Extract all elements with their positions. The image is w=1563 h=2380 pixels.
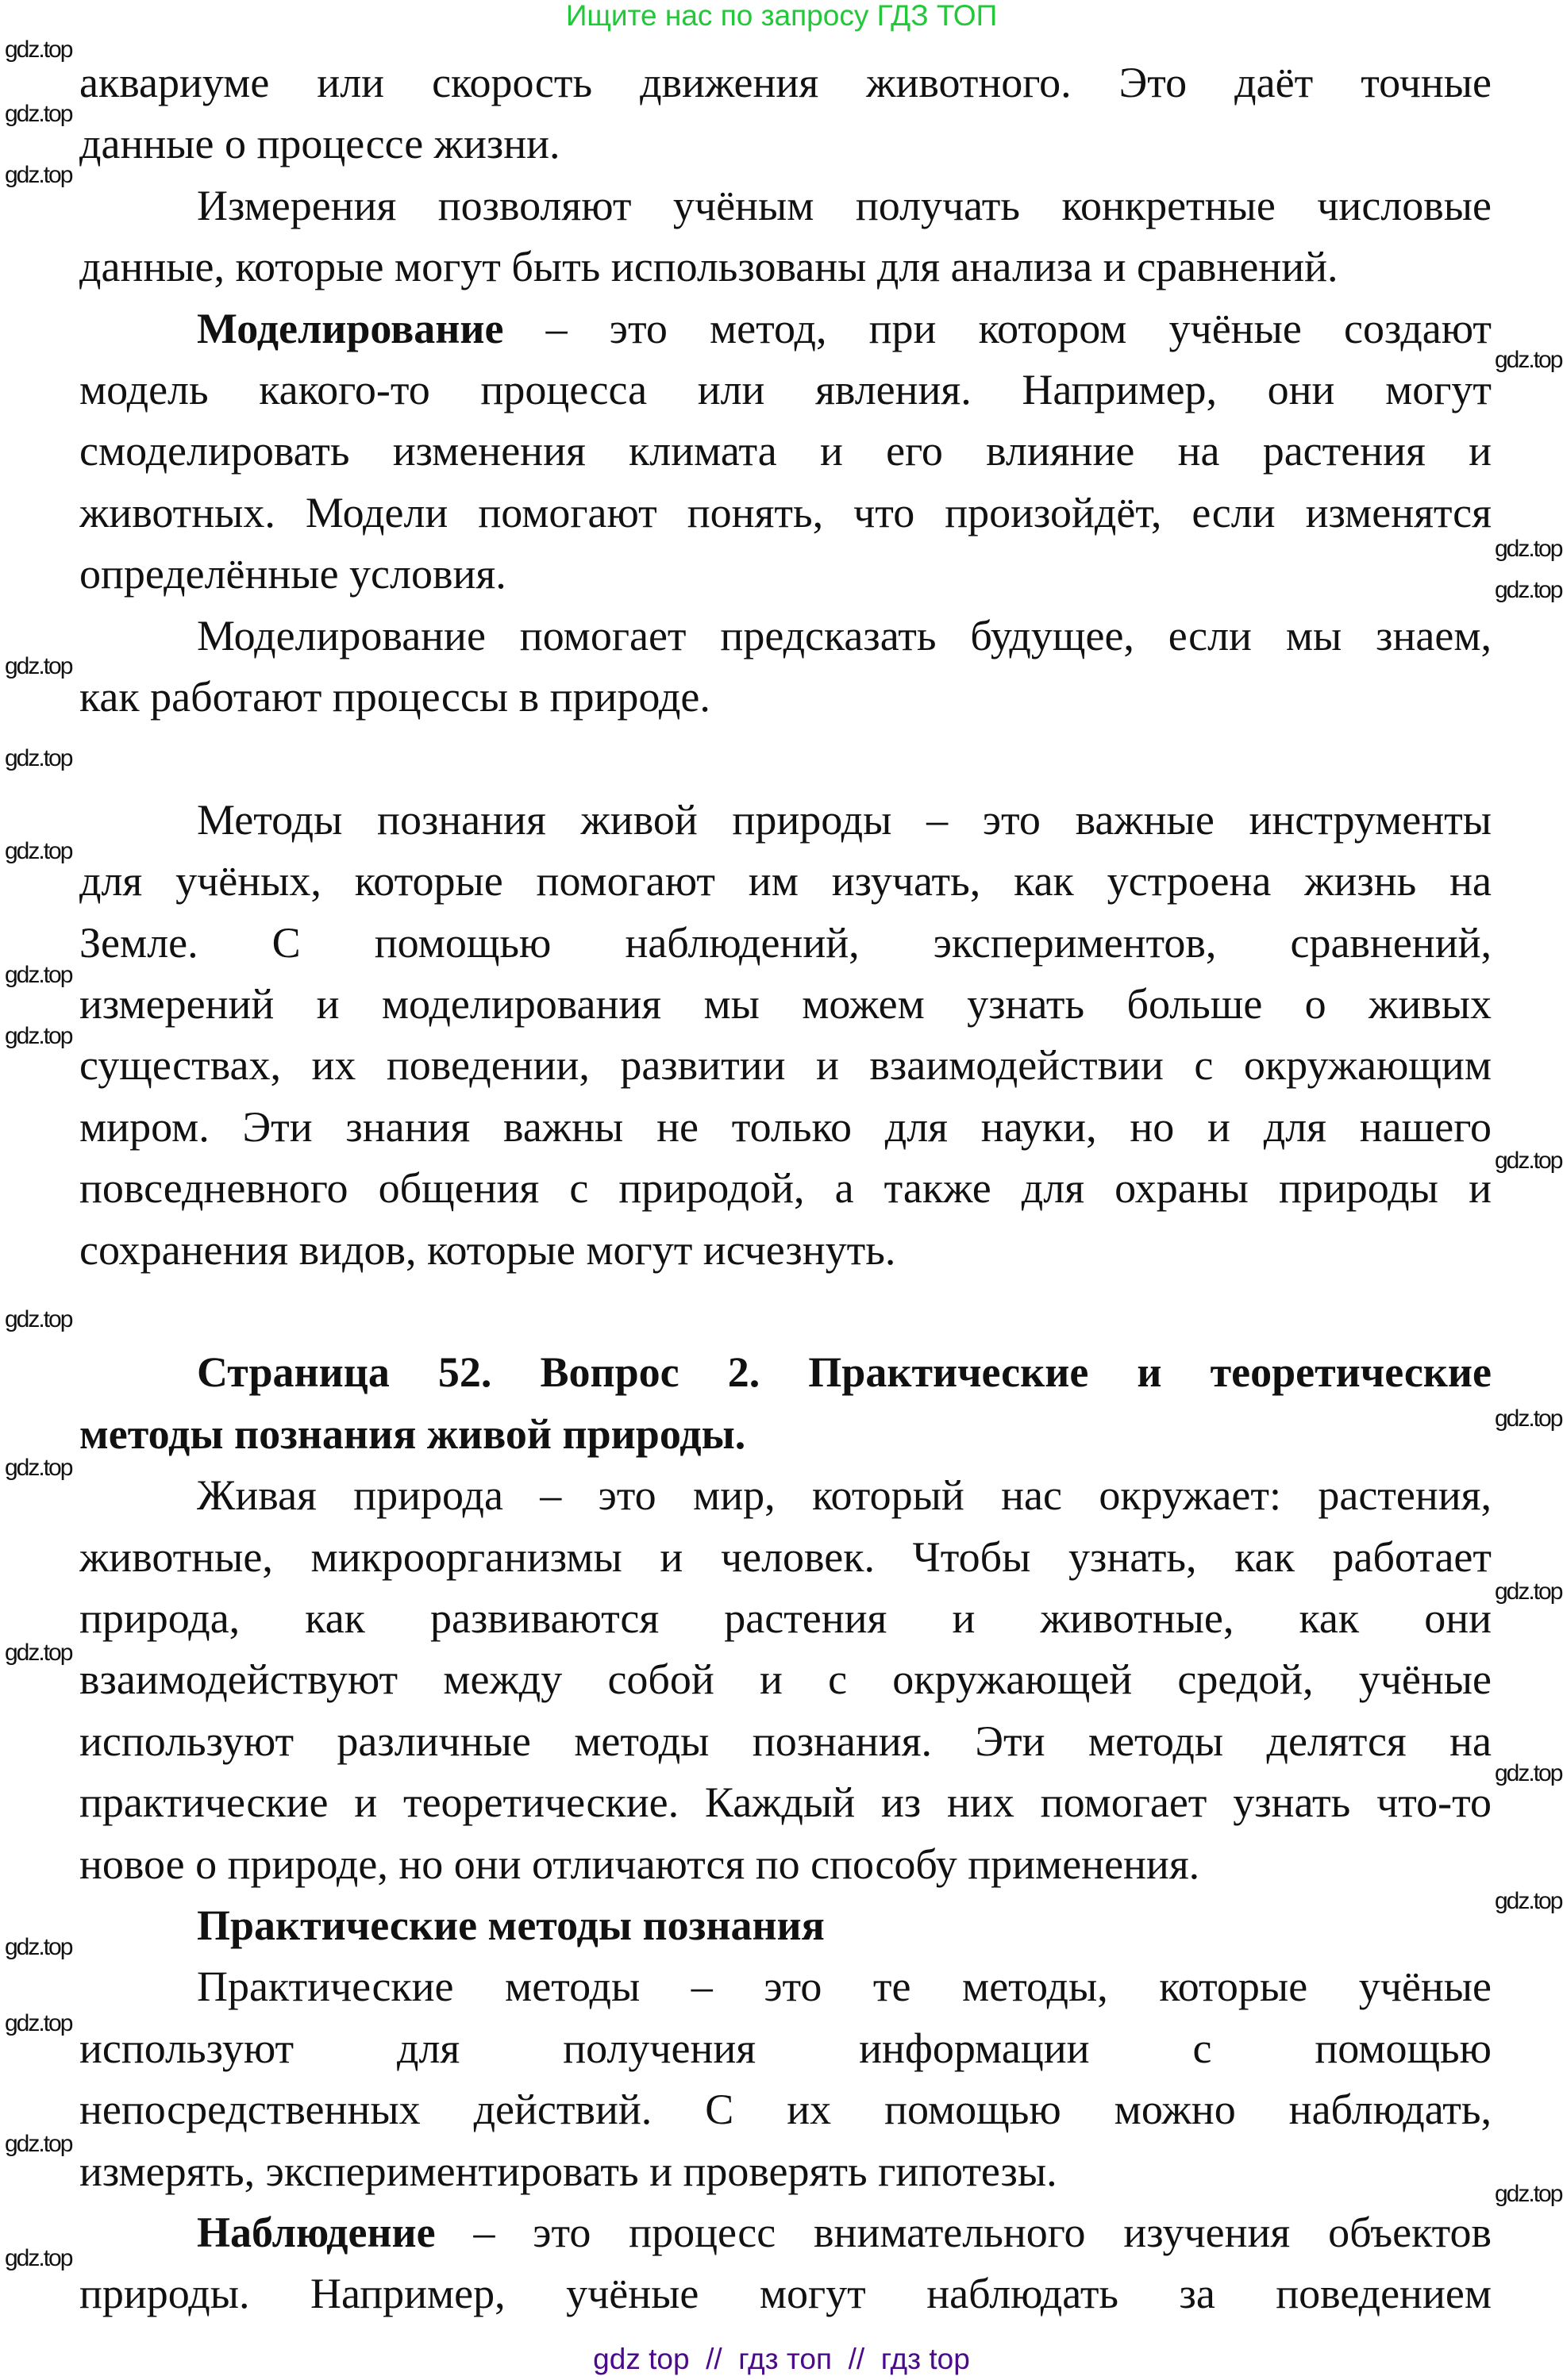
line-text: природа, как развиваются растения и животные, как они — [79, 1594, 1492, 1642]
watermark-text: gdz.top — [5, 1639, 72, 1666]
footer-banner[interactable]: gdz top // гдз топ // гдз top — [593, 2343, 970, 2375]
text-line — [79, 1097, 1492, 1158]
line-text: Земле. С помощью наблюдений, экспериментов, сравнений, — [79, 918, 1492, 967]
line-text: Моделирование помогает предсказать будущее, если мы знаем, — [197, 611, 1492, 659]
heading-line — [197, 1342, 1492, 1403]
watermark-text: gdz.top — [1495, 2181, 1562, 2208]
line-text: практические и теоретические. Каждый из них помогает узнать что-то — [79, 1778, 1492, 1827]
text-line — [79, 2141, 1492, 2202]
term-bold: Наблюдение — [197, 2209, 436, 2256]
text-line — [79, 851, 1492, 912]
text-line — [79, 667, 1492, 728]
watermark-text: gdz.top — [5, 101, 72, 128]
header-banner[interactable]: Ищите нас по запросу ГДЗ ТОП — [565, 0, 998, 32]
heading-line — [79, 1404, 1492, 1465]
text-line — [79, 1527, 1492, 1588]
line-text: миром. Эти знания важны не только для науки, но и для нашего — [79, 1102, 1492, 1151]
watermark-text: gdz.top — [5, 1454, 72, 1481]
text-line — [79, 113, 1492, 175]
line-text: Практические методы – это те методы, которые учёные — [197, 1963, 1492, 2011]
text-line — [79, 2018, 1492, 2079]
line-text: используют для получения информации с помощью — [79, 2024, 1492, 2072]
line-text: измерять, экспериментировать и проверять гипотезы. — [79, 2147, 1057, 2195]
line-text: смоделировать изменения климата и его влияние на растения и — [79, 427, 1492, 475]
watermark-text: gdz.top — [1495, 536, 1562, 563]
line-text: животных. Модели помогают понять, что произойдёт, если изменятся — [79, 488, 1492, 536]
line-text: взаимодействуют между собой и с окружающей средой, учёные — [79, 1655, 1492, 1704]
watermark-text: gdz.top — [1495, 1759, 1562, 1786]
line-text: новое о природе, но они отличаются по способу применения. — [79, 1840, 1200, 1888]
line-text: данные, которые могут быть использованы для анализа и сравнений. — [79, 243, 1338, 291]
line-text: существах, их поведении, развитии и взаимодействии с окружающим — [79, 1041, 1492, 1090]
text-line — [197, 2202, 1492, 2263]
line-text: используют различные методы познания. Эти методы делятся на — [79, 1717, 1492, 1765]
watermark-text: gdz.top — [1495, 1148, 1562, 1175]
text-line — [79, 1158, 1492, 1219]
line-text: Живая природа – это мир, который нас окружает: растения, — [197, 1471, 1492, 1520]
watermark-text: gdz.top — [1495, 577, 1562, 604]
watermark-text: gdz.top — [5, 1022, 72, 1049]
text-line — [197, 790, 1492, 851]
watermark-text: gdz.top — [5, 744, 72, 771]
watermark-text: gdz.top — [5, 2245, 72, 2272]
text-line — [197, 175, 1492, 236]
text-line — [79, 544, 1492, 605]
text-line — [79, 236, 1492, 298]
watermark-text: gdz.top — [1495, 1405, 1562, 1432]
line-text: Практические методы познания — [197, 1901, 825, 1949]
watermark-text: gdz.top — [5, 961, 72, 988]
line-text: определённые условия. — [79, 550, 506, 598]
watermark-text: gdz.top — [5, 1306, 72, 1333]
text-line — [79, 1588, 1492, 1649]
watermark-text: gdz.top — [1495, 1888, 1562, 1915]
text-line — [79, 52, 1492, 113]
line-text: методы познания живой природы. — [79, 1409, 746, 1458]
line-text: как работают процессы в природе. — [79, 673, 710, 721]
watermark-text: gdz.top — [5, 1933, 72, 1960]
text-line — [79, 974, 1492, 1035]
text-line — [79, 1711, 1492, 1772]
text-line — [79, 1035, 1492, 1096]
text-line — [79, 359, 1492, 421]
watermark-text: gdz.top — [5, 2009, 72, 2036]
heading-line — [197, 1895, 1492, 1956]
text-line — [79, 1834, 1492, 1895]
watermark-text: gdz.top — [5, 838, 72, 865]
text-line — [79, 2263, 1492, 2324]
watermark-text: gdz.top — [5, 2130, 72, 2157]
text-line — [197, 1465, 1492, 1526]
line-text: – это метод, при котором учёные создают — [503, 304, 1492, 352]
text-line — [197, 1956, 1492, 2017]
line-text: Методы познания живой природы – это важные инструменты — [197, 795, 1492, 844]
text-line — [79, 2079, 1492, 2140]
line-text: данные о процессе жизни. — [79, 120, 560, 168]
line-text: повседневного общения с природой, а также для охраны природы и — [79, 1164, 1492, 1213]
watermark-text: gdz.top — [5, 37, 72, 63]
line-text: Страница 52. Вопрос 2. Практические и теоретические — [197, 1348, 1492, 1397]
watermark-text: gdz.top — [1495, 346, 1562, 373]
line-text: животные, микроорганизмы и человек. Чтобы узнать, как работает — [79, 1532, 1492, 1581]
term-bold: Моделирование — [197, 304, 504, 352]
watermark-text: gdz.top — [5, 653, 72, 680]
line-text: непосредственных действий. С их помощью можно наблюдать, — [79, 2086, 1492, 2134]
line-text: для учёных, которые помогают им изучать, как устроена жизнь на — [79, 857, 1492, 905]
watermark-text: gdz.top — [5, 162, 72, 189]
line-text: измерений и моделирования мы можем узнать больше о живых — [79, 980, 1492, 1028]
line-text: природы. Например, учёные могут наблюдать за поведением — [79, 2270, 1492, 2318]
line-text: аквариуме или скорость движения животного. Это даёт точные — [79, 59, 1492, 106]
line-text: Измерения позволяют учёным получать конкретные числовые — [197, 181, 1492, 229]
text-line — [79, 1649, 1492, 1710]
line-text: – это процесс внимательного изучения объектов — [435, 2209, 1492, 2256]
text-line — [79, 1220, 1492, 1281]
text-line — [79, 421, 1492, 482]
text-line — [197, 606, 1492, 667]
watermark-text: gdz.top — [1495, 1578, 1562, 1605]
text-line — [79, 483, 1492, 544]
text-line — [79, 913, 1492, 974]
line-text: модель какого-то процесса или явления. Например, они могут — [79, 366, 1492, 413]
text-line — [197, 298, 1492, 359]
line-text: сохранения видов, которые могут исчезнуть. — [79, 1225, 896, 1274]
text-line — [79, 1772, 1492, 1833]
